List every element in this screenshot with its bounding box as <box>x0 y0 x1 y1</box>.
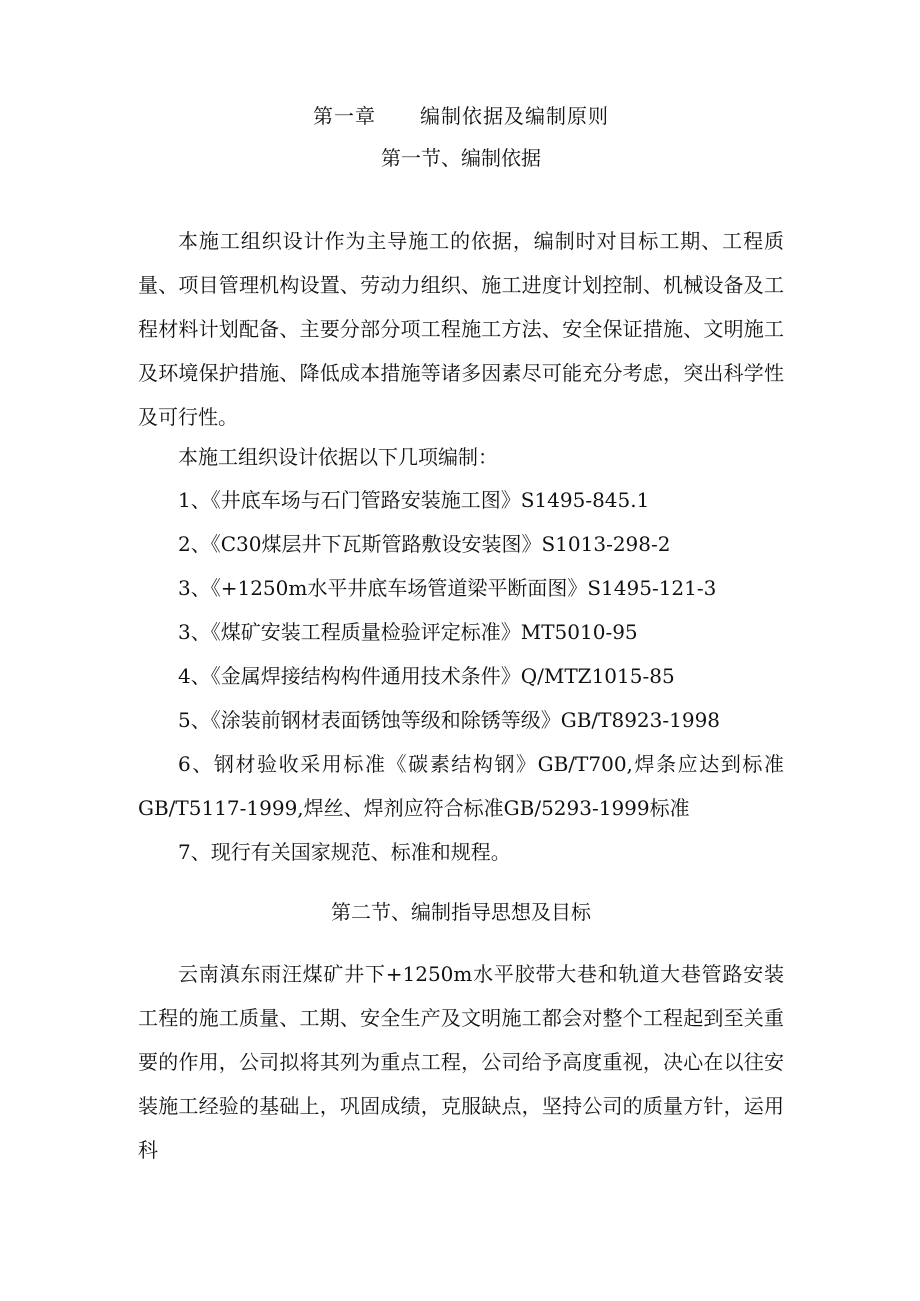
list-item: 6、钢材验收采用标准《碳素结构钢》GB/T700,焊条应达到标准GB/T5117-1999,焊丝、焊剂应符合标准GB/5293-1999标准 <box>138 752 784 820</box>
chapter-name: 编制依据及编制原则 <box>420 104 609 128</box>
document-page <box>138 0 784 1301</box>
section2-paragraph: 云南滇东雨汪煤矿井下+1250m水平胶带大巷和轨道大巷管路安装工程的施工质量、工期、安全生产及文明施工都会对整个工程起到至关重要的作用，公司拟将其列为重点工程，公司给予高度重视，决心在以往安装施工经验的基础上，巩固成绩，克服缺点，坚持公司的质量方针，运用科 <box>138 962 784 1162</box>
list-item: 5、《涂装前钢材表面锈蚀等级和除锈等级》GB/T8923-1998 <box>178 708 721 732</box>
chapter-number: 第一章 <box>313 104 376 128</box>
section-title-1: 第一节、编制依据 <box>381 146 541 170</box>
list-item: 3、《+1250m水平井底车场管道梁平断面图》S1495-121-3 <box>178 576 717 600</box>
list-item: 2、《C30煤层井下瓦斯管路敷设安装图》S1013-298-2 <box>178 532 671 556</box>
chapter-title <box>138 102 784 130</box>
basis-list <box>138 478 784 874</box>
section-title-2: 第二节、编制指导思想及目标 <box>331 900 591 924</box>
list-item: 3、《煤矿安装工程质量检验评定标准》MT5010-95 <box>178 620 638 644</box>
section1-paragraph: 本施工组织设计作为主导施工的依据，编制时对目标工期、工程质量、项目管理机构设置、劳动力组织、施工进度计划控制、机械设备及工程材料计划配备、主要分部分项工程施工方法、安全保证措施、文明施工及环境保护措施、降低成本措施等诸多因素尽可能充分考虑，突出科学性及可行性。 <box>138 229 784 429</box>
list-item: 1、《井底车场与石门管路安装施工图》S1495-845.1 <box>178 488 650 512</box>
list-item: 4、《金属焊接结构构件通用技术条件》Q/MTZ1015-85 <box>178 664 675 688</box>
list-item: 7、现行有关国家规范、标准和规程。 <box>178 840 511 864</box>
section1-intro: 本施工组织设计依据以下几项编制： <box>178 445 498 469</box>
